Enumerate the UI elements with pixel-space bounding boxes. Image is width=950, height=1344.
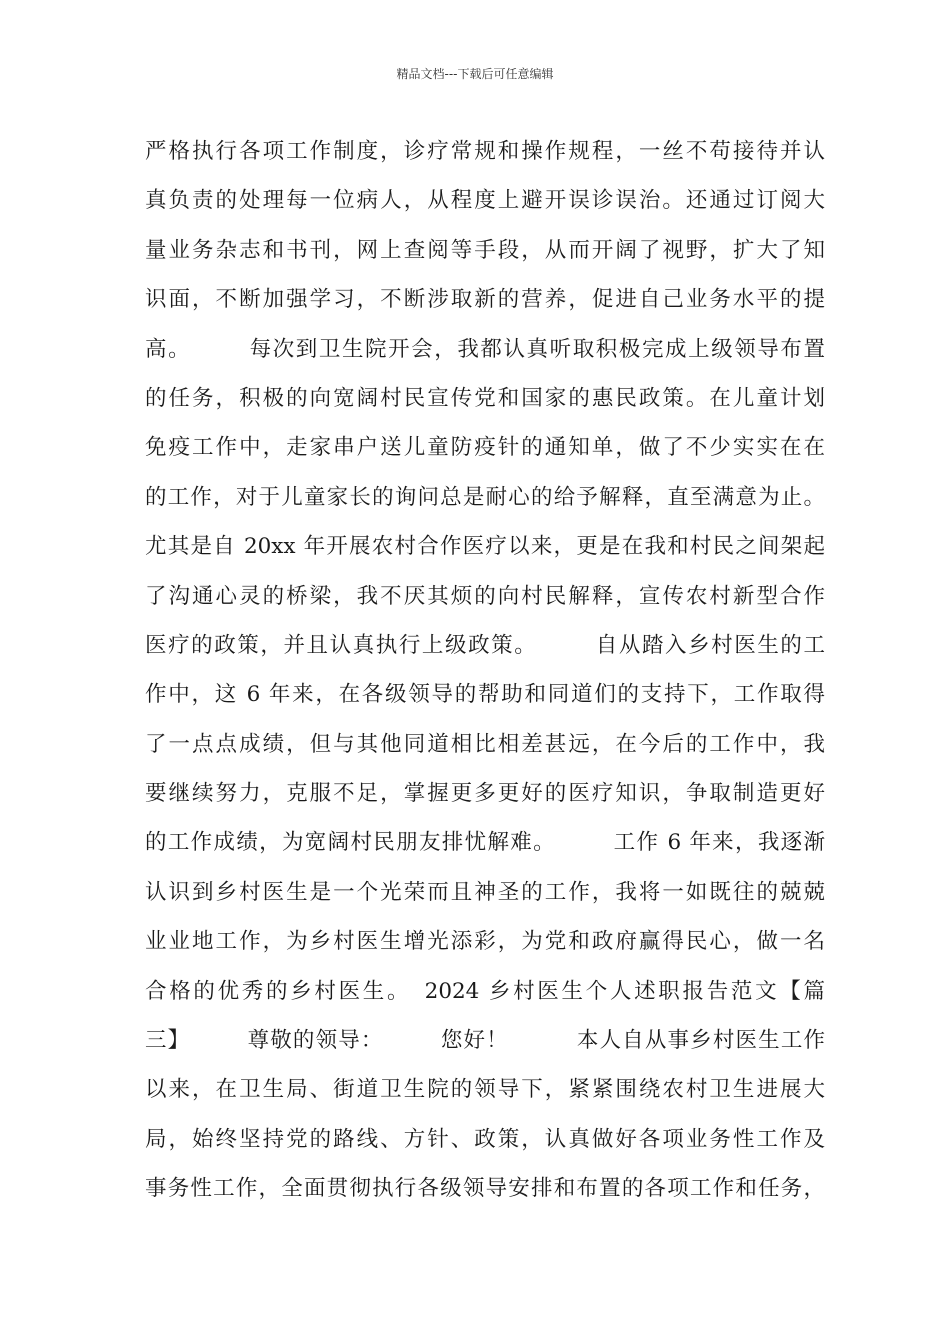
text-line: 严格执行各项工作制度，诊疗常规和操作规程，一丝不苟接待并认 bbox=[145, 139, 825, 164]
text-line: 局，始终坚持党的路线、方针、政策，认真做好各项业务性工作及 bbox=[145, 1126, 825, 1152]
text-line: 真负责的处理每一位病人，从程度上避开误诊误治。还通过订阅大 bbox=[145, 188, 825, 214]
text-line: 的工作，对于儿童家长的询问总是耐心的给予解释，直至满意为止。 bbox=[145, 484, 825, 510]
text-line: 了沟通心灵的桥梁，我不厌其烦的向村民解释，宣传农村新型合作 bbox=[145, 583, 825, 609]
text-line: 事务性工作，全面贯彻执行各级领导安排和布置的各项工作和任务， bbox=[145, 1176, 825, 1202]
text-line: 三】 尊敬的领导： 您好！ 本人自从事乡村医生工作 bbox=[145, 1028, 825, 1054]
text-line: 业业地工作，为乡村医生增光添彩，为党和政府赢得民心，做一名 bbox=[145, 929, 825, 955]
text-line: 要继续努力，克服不足，掌握更多更好的医疗知识，争取制造更好 bbox=[145, 781, 825, 807]
text-line: 尤其是自 20xx 年开展农村合作医疗以来，更是在我和村民之间架起 bbox=[145, 534, 825, 560]
text-line: 的任务，积极的向宽阔村民宣传党和国家的惠民政策。在儿童计划 bbox=[145, 385, 825, 411]
text-line: 以来，在卫生局、街道卫生院的领导下，紧紧围绕农村卫生进展大 bbox=[145, 1077, 825, 1103]
document-body bbox=[145, 131, 825, 1218]
text-line: 免疫工作中，走家串户送儿童防疫针的通知单，做了不少实实在在 bbox=[145, 435, 825, 461]
text-line: 识面，不断加强学习，不断涉取新的营养，促进自己业务水平的提 bbox=[145, 287, 825, 313]
text-line: 医疗的政策，并且认真执行上级政策。 自从踏入乡村医生的工 bbox=[145, 632, 825, 658]
text-line: 了一点点成绩，但与其他同道相比相差甚远，在今后的工作中，我 bbox=[145, 731, 825, 757]
text-line: 量业务杂志和书刊，网上查阅等手段，从而开阔了视野，扩大了知 bbox=[145, 237, 825, 263]
page-header: 精品文档---下载后可任意编辑 bbox=[396, 67, 554, 81]
text-line: 高。 每次到卫生院开会，我都认真听取积极完成上级领导布置 bbox=[145, 336, 825, 362]
text-line: 合格的优秀的乡村医生。 2024 乡村医生个人述职报告范文【篇 bbox=[145, 978, 825, 1004]
text-line: 认识到乡村医生是一个光荣而且神圣的工作，我将一如既往的兢兢 bbox=[145, 879, 825, 905]
text-line: 的工作成绩，为宽阔村民朋友排忧解难。 工作 6 年来，我逐渐 bbox=[145, 830, 825, 856]
text-line: 作中，这 6 年来，在各级领导的帮助和同道们的支持下，工作取得 bbox=[145, 682, 825, 708]
